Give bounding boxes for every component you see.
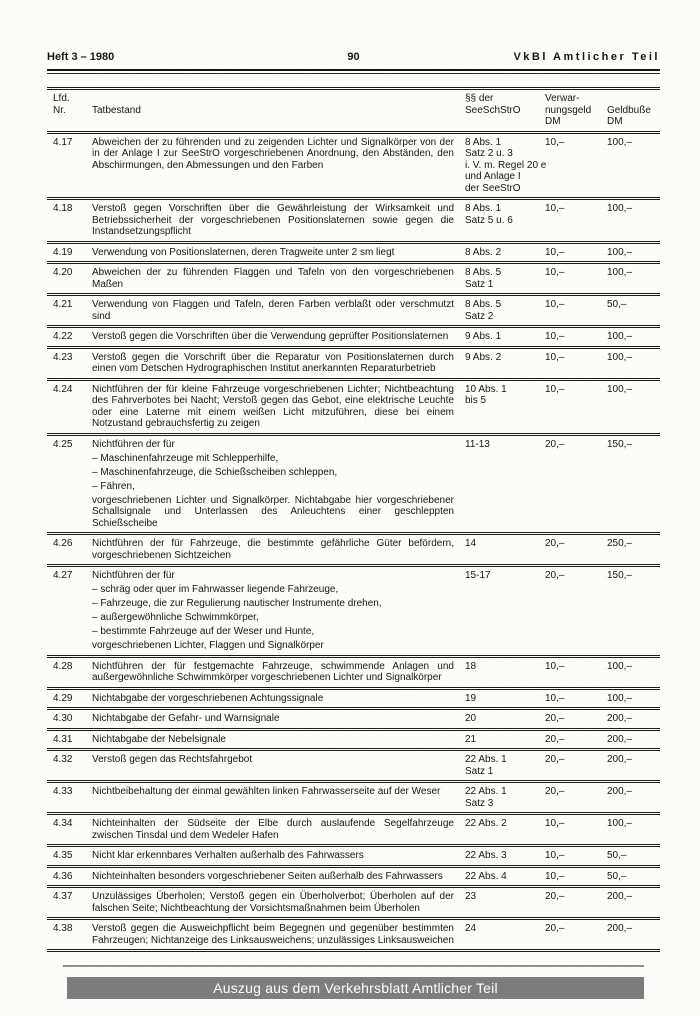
row-number-cell: 4.27 [53, 570, 73, 581]
paragraph-line: 9 Abs. 2 [465, 351, 502, 363]
geldbusse-cell: 50,– [607, 850, 627, 861]
tatbestand-line: Nichtführen der für festgemachte Fahrzeuge, schwimmende Anlagen und außergewöhnliche Schwimmkörper vorgeschriebenen Lichter und Signalkörper [92, 660, 454, 683]
paragraph-line: 11-13 [465, 438, 490, 450]
geldbusse-cell: 200,– [607, 786, 633, 797]
geldbusse-cell: 200,– [607, 754, 633, 765]
geldbusse-cell: 100,– [607, 203, 633, 214]
col-header-lfd-nr [47, 89, 92, 133]
row-number-cell: 4.32 [53, 754, 73, 765]
tatbestand-cell [92, 709, 464, 730]
tatbestand-line: – schräg oder quer im Fahrwasser liegende Fahrzeuge, [92, 584, 339, 595]
geldbusse-cell: 250,– [607, 538, 633, 549]
table-row [47, 379, 660, 434]
paragraph-cell [464, 199, 542, 243]
col-header-par-line1: §§ der [465, 93, 494, 104]
tatbestand-cell [92, 887, 464, 919]
col-header-verw-line1: Verwar- [545, 93, 580, 104]
tatbestand-line: – außergewöhnliche Schwimmkörper, [92, 612, 259, 623]
row-number-cell: 4.38 [53, 923, 73, 934]
offense-table [47, 87, 660, 952]
tatbestand-line: Nichtabgabe der vorgeschriebenen Achtungssignale [92, 692, 324, 704]
paragraph-line: 10 Abs. 1 [465, 383, 507, 395]
tatbestand-cell [92, 132, 464, 199]
tatbestand-line: Nichteinhalten besonders vorgeschriebener Seiten außerhalb des Fahrwassers [92, 870, 443, 882]
row-number-cell: 4.17 [53, 136, 73, 148]
row-number-cell: 4.26 [53, 538, 73, 549]
verwarnungsgeld-cell: 10,– [545, 850, 565, 861]
table-row [47, 814, 660, 846]
row-number-cell: 4.24 [53, 383, 73, 395]
paragraph-cell [464, 132, 547, 199]
geldbusse-cell: 100,– [607, 692, 633, 704]
paragraph-line: Satz 2 [465, 310, 494, 322]
geldbusse-cell: 200,– [607, 923, 633, 934]
row-number-cell: 4.36 [53, 870, 73, 882]
tatbestand-cell [92, 263, 464, 295]
paragraph-cell [464, 919, 542, 951]
verwarnungsgeld-cell: 20,– [545, 438, 565, 450]
geldbusse-cell: 100,– [607, 246, 633, 258]
tatbestand-line: – Maschinenfahrzeuge mit Schlepperhilfe, [92, 452, 279, 464]
tatbestand-line: – Fahrzeuge, die zur Regulierung nautischer Instrumente drehen, [92, 598, 382, 609]
row-number-cell: 4.25 [53, 438, 73, 450]
tatbestand-cell [92, 327, 464, 348]
row-number-cell: 4.21 [53, 299, 73, 310]
verwarnungsgeld-cell: 20,– [545, 538, 565, 549]
paragraph-cell [464, 656, 542, 688]
tatbestand-line: vorgeschriebenen Lichter, Flaggen und Signalkörper [92, 640, 324, 651]
tatbestand-cell [92, 729, 464, 750]
offense-table-body [47, 132, 660, 951]
paragraph-line: 19 [465, 692, 477, 704]
paragraph-cell [464, 887, 542, 919]
row-number-cell: 4.28 [53, 660, 73, 672]
col-header-verw-line2: nungsgeld [545, 104, 592, 116]
paragraph-cell [464, 379, 542, 434]
table-row [47, 846, 660, 867]
tatbestand-cell [92, 846, 464, 867]
paragraph-cell [464, 347, 542, 379]
verwarnungsgeld-cell: 10,– [545, 267, 565, 278]
paragraph-cell [464, 688, 542, 709]
tatbestand-cell [92, 866, 464, 887]
tatbestand-cell [92, 919, 464, 951]
tatbestand-cell [92, 295, 464, 327]
table-row [47, 919, 660, 951]
verwarnungsgeld-cell: 10,– [545, 383, 565, 395]
paragraph-line: Satz 2 u. 3 [465, 148, 513, 159]
verwarnungsgeld-cell: 10,– [545, 136, 565, 148]
tatbestand-line: Nichtabgabe der Nebelsignale [92, 733, 226, 745]
tatbestand-line: vorgeschriebenen Lichter und Signalkörper. Nichtabgabe hier vorgeschriebener Schallsignale und Unterlassen des Anleuchtens einer geschleppten Schießscheibe [92, 494, 454, 529]
paragraph-line: 22 Abs. 4 [465, 870, 507, 882]
tatbestand-cell [92, 199, 464, 243]
paragraph-line: der SeeStrO [465, 182, 521, 194]
tatbestand-line: Nichtführen der für Fahrzeuge, die bestimmte gefährliche Güter befördern, vorgeschriebenen Sichtzeichen [92, 538, 454, 561]
verwarnungsgeld-cell: 10,– [545, 299, 565, 310]
paragraph-cell [464, 295, 542, 327]
paragraph-line: und Anlage I [465, 171, 521, 182]
col-header-lfd-line: Lfd. [53, 93, 70, 104]
paragraph-line: 22 Abs. 1 [465, 786, 507, 797]
geldbusse-cell: 50,– [607, 870, 627, 882]
tatbestand-cell [92, 534, 464, 566]
table-row [47, 199, 660, 243]
tatbestand-line: Nichtbeibehaltung der einmal gewählten linken Fahrwasserseite auf der Weser [92, 786, 441, 797]
tatbestand-cell [92, 750, 464, 782]
paragraph-line: 23 [465, 891, 477, 902]
verwarnungsgeld-cell: 20,– [545, 891, 565, 902]
paragraph-line: 14 [465, 538, 477, 549]
tatbestand-line: Verstoß gegen das Rechtsfahrgebot [92, 754, 253, 765]
tatbestand-line: Verstoß gegen die Vorschrift über die Reparatur von Positionslaternen durch einen vom Detschen Hydrographischen Institut anerkannten Reparaturbetrieb [92, 351, 454, 374]
verwarnungsgeld-cell: 10,– [545, 246, 565, 258]
verwarnungsgeld-cell: 10,– [545, 351, 565, 363]
paragraph-line: 18 [465, 660, 477, 672]
tatbestand-line: Nichtabgabe der Gefahr- und Warnsignale [92, 713, 280, 724]
row-number-cell: 4.18 [53, 203, 73, 214]
verwarnungsgeld-cell: 20,– [545, 754, 565, 765]
paragraph-cell [464, 866, 542, 887]
table-row [47, 242, 660, 263]
row-number-cell: 4.22 [53, 331, 73, 342]
paragraph-line: 22 Abs. 1 [465, 754, 507, 765]
geldbusse-cell: 100,– [607, 351, 633, 363]
col-header-nr-line: Nr. [53, 104, 66, 116]
paragraph-line: i. V. m. Regel 20 e [465, 159, 547, 171]
paragraph-cell [464, 729, 542, 750]
table-row [47, 434, 660, 534]
table-row [47, 263, 660, 295]
paragraph-cell [464, 709, 542, 730]
tatbestand-cell [92, 814, 464, 846]
row-number-cell: 4.30 [53, 713, 73, 724]
paragraph-line: 8 Abs. 5 [465, 299, 502, 310]
col-header-geld-line2: DM [607, 116, 623, 127]
tatbestand-line: Nichteinhalten der Südseite der Elbe durch auslaufende Segelfahrzeuge zwischen Tinsdal und dem Wedeler Hafen [92, 818, 454, 841]
tatbestand-cell [92, 379, 464, 434]
paragraph-cell [464, 263, 542, 295]
tatbestand-line: – bestimmte Fahrzeuge auf der Weser und Hunte, [92, 626, 315, 637]
col-header-tatbestand [92, 89, 464, 133]
paragraph-cell [464, 750, 542, 782]
tatbestand-line: – Fähren, [92, 480, 135, 492]
geldbusse-cell: 50,– [607, 299, 627, 310]
paragraph-cell [464, 782, 542, 814]
paragraph-line: 20 [465, 713, 477, 724]
paragraph-line: 22 Abs. 2 [465, 818, 507, 829]
verwarnungsgeld-cell: 20,– [545, 713, 565, 724]
table-row [47, 132, 660, 199]
geldbusse-cell: 100,– [607, 136, 633, 148]
tatbestand-line: Verstoß gegen die Vorschriften über die Verwendung geprüfter Positionslaternen [92, 331, 449, 342]
tatbestand-cell [92, 782, 464, 814]
tatbestand-cell [92, 347, 464, 379]
paragraph-line: 9 Abs. 1 [465, 331, 502, 342]
tatbestand-line: Verstoß gegen Vorschriften über die Gewährleistung der Wirksamkeit und Betriebssicherheit der vorgeschriebenen Positionslaternen sowie gegen die Instandsetzungspflicht [92, 203, 454, 237]
tatbestand-line: Unzulässiges Überholen; Verstoß gegen ein Überholverbot; Überholen auf der falschen Seite; Nichtbeachtung der Vorsichtsmaßnahmen beim Überholen [92, 891, 454, 914]
paragraph-cell [464, 434, 542, 534]
tatbestand-line: Verwendung von Flaggen und Tafeln, deren Farben verblaßt oder verschmutzt sind [92, 299, 454, 322]
geldbusse-cell: 200,– [607, 891, 633, 902]
geldbusse-cell: 100,– [607, 660, 633, 672]
tatbestand-cell [92, 688, 464, 709]
paragraph-line: 8 Abs. 1 [465, 203, 502, 214]
verwarnungsgeld-cell: 10,– [545, 331, 565, 342]
row-number-cell: 4.35 [53, 850, 73, 861]
col-header-geld-line1: Geldbuße [607, 104, 651, 116]
tatbestand-line: Nichtführen der für kleine Fahrzeuge vorgeschriebenen Lichter; Nichtbeachtung des Fahrverbotes bei Nacht; Verstoß gegen das Gebot, eine elektrische Leuchte oder eine Laterne mit einem weißen Licht mitzuführen, diese bei einem Notzustand gebrauchsfertig zu zeigen [92, 383, 454, 429]
verwarnungsgeld-cell: 20,– [545, 786, 565, 797]
verwarnungsgeld-cell: 10,– [545, 870, 565, 882]
page-number: 90 [347, 51, 360, 63]
masthead-divider [47, 69, 660, 74]
geldbusse-cell: 200,– [607, 733, 633, 745]
paragraph-line: 22 Abs. 3 [465, 850, 507, 861]
tatbestand-line: Nichtführen der für [92, 570, 175, 581]
paragraph-cell [464, 242, 542, 263]
row-number-cell: 4.33 [53, 786, 73, 797]
table-row [47, 347, 660, 379]
geldbusse-cell: 150,– [607, 438, 633, 450]
row-number-cell: 4.34 [53, 818, 73, 829]
paragraph-cell [464, 814, 542, 846]
paragraph-line: bis 5 [465, 395, 487, 406]
tatbestand-line: Verwendung von Positionslaternen, deren Tragweite unter 2 sm liegt [92, 246, 395, 258]
table-row [47, 750, 660, 782]
geldbusse-cell: 150,– [607, 570, 633, 581]
paragraph-line: 24 [465, 923, 477, 934]
table-row [47, 887, 660, 919]
paragraph-line: 8 Abs. 1 [465, 136, 502, 148]
tatbestand-line: Verstoß gegen die Ausweichpflicht beim Begegnen und gegenüber bestimmten Fahrzeugen; Nichtanzeige des Linksausweichens; unzulässiges Linksausweichen [92, 923, 454, 946]
tatbestand-line: Nicht klar erkennbares Verhalten außerhalb des Fahrwassers [92, 850, 364, 861]
tatbestand-cell [92, 656, 464, 688]
issue-label: Heft 3 – 1980 [47, 51, 115, 63]
row-number-cell: 4.31 [53, 733, 73, 745]
paragraph-line: 21 [465, 733, 477, 745]
table-row [47, 295, 660, 327]
tatbestand-line: Nichtführen der für [92, 438, 175, 450]
paragraph-line: 15-17 [465, 570, 491, 581]
paragraph-line: 8 Abs. 2 [465, 246, 502, 258]
tatbestand-line: Abweichen der zu führenden Flaggen und Tafeln von den vorgeschriebenen Maßen [92, 267, 454, 290]
tatbestand-line: Abweichen der zu führenden und zu zeigenden Lichter und Signalkörper von der in der Anlage I zur SeeStrO vorgeschriebenen Anordnung, den Abständen, den Abschirmungen, den Abmessungen und den Farben [92, 136, 454, 171]
col-header-tatbestand-label: Tatbestand [92, 104, 141, 116]
row-number-cell: 4.23 [53, 351, 73, 363]
verwarnungsgeld-cell: 10,– [545, 203, 565, 214]
paragraph-cell [464, 534, 542, 566]
paragraph-line: Satz 5 u. 6 [465, 214, 513, 226]
journal-title: VkBl Amtlicher Teil [513, 51, 660, 63]
verwarnungsgeld-cell: 10,– [545, 692, 565, 704]
footer-banner-label: Auszug aus dem Verkehrsblatt Amtlicher Teil [213, 980, 498, 996]
verwarnungsgeld-cell: 20,– [545, 570, 565, 581]
table-header-row [47, 89, 660, 133]
table-row [47, 866, 660, 887]
paragraph-cell [464, 566, 542, 657]
masthead [47, 51, 660, 63]
col-header-verwarnungsgeld [542, 89, 604, 133]
geldbusse-cell: 200,– [607, 713, 633, 724]
paragraph-line: Satz 1 [465, 278, 494, 290]
verwarnungsgeld-cell: 20,– [545, 733, 565, 745]
col-header-verw-line3: DM [545, 116, 561, 127]
verwarnungsgeld-cell: 10,– [545, 818, 565, 829]
geldbusse-cell: 100,– [607, 383, 633, 395]
paragraph-cell [464, 846, 542, 867]
table-row [47, 656, 660, 688]
verwarnungsgeld-cell: 10,– [545, 660, 565, 672]
row-number-cell: 4.29 [53, 692, 73, 704]
geldbusse-cell: 100,– [607, 267, 633, 278]
paragraph-cell [464, 327, 542, 348]
footer-divider [63, 965, 644, 967]
table-row [47, 534, 660, 566]
geldbusse-cell: 100,– [607, 818, 633, 829]
row-number-cell: 4.20 [53, 267, 73, 278]
geldbusse-cell: 100,– [607, 331, 633, 342]
tatbestand-cell [92, 434, 464, 534]
paragraph-line: 8 Abs. 5 [465, 267, 502, 278]
col-header-paragraphs [464, 89, 542, 133]
row-number-cell: 4.37 [53, 891, 73, 902]
table-row [47, 327, 660, 348]
col-header-par-line2: SeeSchStrO [465, 104, 521, 116]
tatbestand-cell [92, 242, 464, 263]
table-row [47, 782, 660, 814]
verwarnungsgeld-cell: 20,– [545, 923, 565, 934]
tatbestand-cell [92, 566, 464, 657]
table-row [47, 729, 660, 750]
footer-banner [67, 977, 644, 999]
table-row [47, 566, 660, 657]
paragraph-line: Satz 3 [465, 797, 494, 809]
row-number-cell: 4.19 [53, 246, 73, 258]
col-header-geldbusse [604, 89, 660, 133]
tatbestand-line: – Maschinenfahrzeuge, die Schießscheiben schleppen, [92, 466, 338, 478]
table-row [47, 688, 660, 709]
paragraph-line: Satz 1 [465, 765, 494, 777]
table-row [47, 709, 660, 730]
